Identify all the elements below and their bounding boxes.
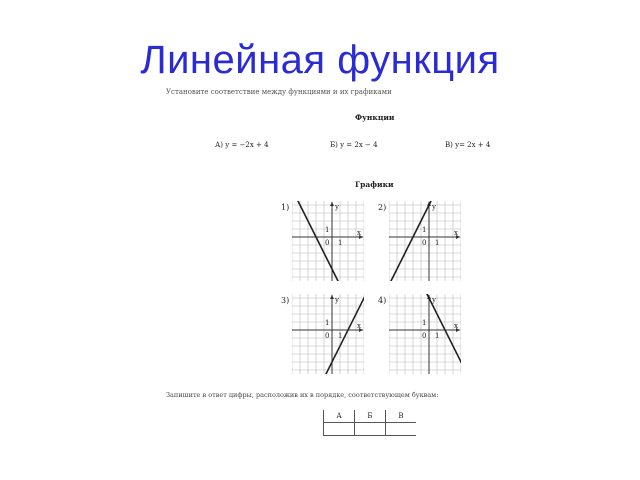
y-axis-label: y — [432, 203, 436, 211]
graph-number-4: 4) — [378, 296, 387, 305]
functions-heading: Функции — [355, 113, 395, 122]
graph-number-3: 3) — [281, 296, 290, 305]
y-axis-label: y — [335, 296, 339, 304]
y-axis-arrow — [330, 295, 334, 299]
unit-x-label: 1 — [338, 332, 343, 340]
answer-table — [323, 410, 416, 436]
answer-cell-a[interactable] — [324, 423, 355, 436]
slide-title: Линейная функция — [140, 38, 500, 82]
function-label: В) — [445, 141, 453, 149]
x-axis-label: x — [454, 229, 458, 237]
function-a — [215, 141, 269, 149]
graph-4 — [389, 294, 461, 374]
graph-1 — [292, 201, 364, 281]
answer-instruction: Запишите в ответ цифры, расположив их в порядке, соответствующем буквам: — [166, 391, 439, 399]
answer-header-a: А — [324, 410, 355, 423]
x-axis-label: x — [357, 229, 361, 237]
function-formula: y = 2x − 4 — [340, 141, 378, 149]
function-formula: y= 2x + 4 — [455, 141, 491, 149]
unit-y-label: 1 — [325, 319, 330, 327]
answer-header-b: Б — [355, 410, 386, 423]
function-label: А) — [215, 141, 224, 149]
unit-x-label: 1 — [338, 239, 343, 247]
y-axis-arrow — [330, 202, 334, 206]
function-c — [445, 141, 490, 149]
unit-x-label: 1 — [435, 332, 440, 340]
answer-cell-b[interactable] — [355, 423, 386, 436]
graph-3 — [292, 294, 364, 374]
function-formula: y = −2x + 4 — [225, 141, 269, 149]
answer-header-c: В — [386, 410, 417, 423]
unit-y-label: 1 — [422, 319, 427, 327]
graph-number-2: 2) — [378, 203, 387, 212]
unit-x-label: 1 — [435, 239, 440, 247]
y-axis-label: y — [432, 296, 436, 304]
graphs-heading: Графики — [355, 180, 394, 189]
unit-y-label: 1 — [325, 226, 330, 234]
answer-cell-c[interactable] — [386, 423, 417, 436]
task-instruction: Установите соответствие между функциями и их графиками — [166, 88, 392, 96]
origin-label: 0 — [422, 239, 427, 247]
y-axis-label: y — [335, 203, 339, 211]
graph-number-1: 1) — [281, 203, 290, 212]
graph-2 — [389, 201, 461, 281]
unit-y-label: 1 — [422, 226, 427, 234]
function-label: Б) — [330, 141, 338, 149]
origin-label: 0 — [325, 332, 330, 340]
x-axis-label: x — [357, 322, 361, 330]
function-b — [330, 141, 378, 149]
origin-label: 0 — [325, 239, 330, 247]
origin-label: 0 — [422, 332, 427, 340]
x-axis-label: x — [454, 322, 458, 330]
